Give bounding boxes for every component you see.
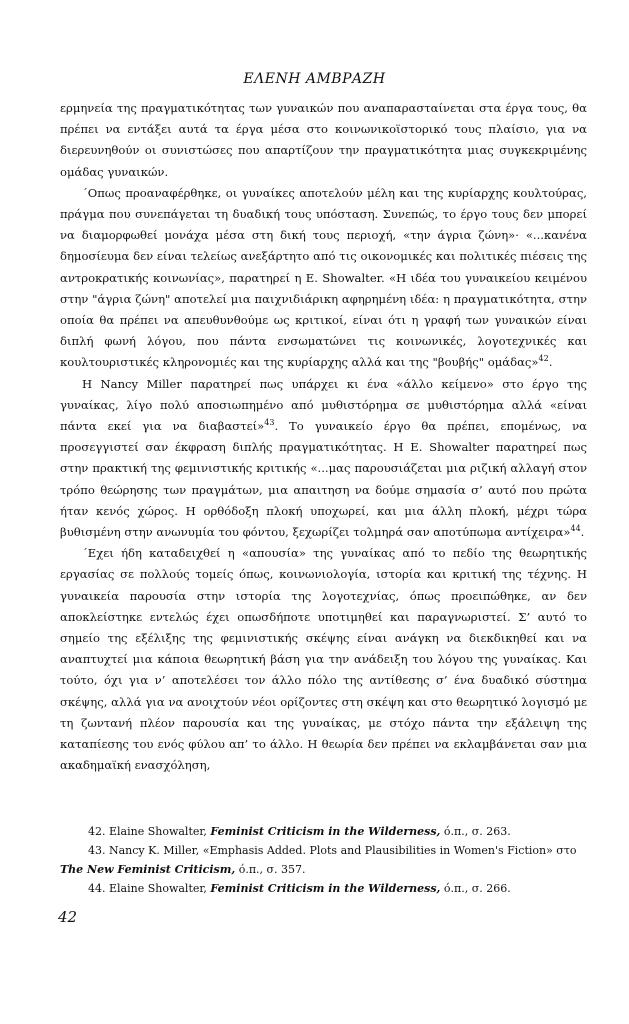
- footnote-42: [60, 822, 587, 841]
- running-header: ΕΛΕΝΗ ΑΜΒΡΑΖΗ: [243, 71, 386, 87]
- footnote-44-ref: ό.π., σ. 266.: [440, 882, 511, 895]
- footnote-42-author: 42. Elaine Showalter,: [88, 825, 211, 838]
- paragraph-2-text: ΄Οπως προαναφέρθηκε, οι γυναίκες αποτελούν μέλη και της κυρίαρχης κουλτούρας, πράγμα που συνεπάγεται τη δυαδική τους υπόσταση. Συνεπώς, το έργο τους δεν μπορεί να διαμορφωθεί μονάχα μέσα στη δική τους περιοχή, «την άγρια ζώνη»· «...κανένα δημοσίευμα δεν είναι τελείως ανεξάρτητο από τις οικονομικές και πολιτικές πιέσεις της αντροκρατικής κοινωνίας», παρατηρεί η E. Showalter. «Η ιδέα του γυναικείου κειμένου στην "άγρια ζώνη" αποτελεί μια παιχνιδιάρικη αφηρημένη ιδέα: η πραγματικότητα, στην οποία θα πρέπει να απευθυνθούμε ως κριτικοί, είναι ότι η γραφή των γυναικών είναι διπλή φωνή λόγου, που πάντα ενσωματώνει τις κοινωνικές, λογοτεχνικές και κουλτουριστικές κληρονομιές και της κυρίαρχης αλλά και της "βουβής" ομάδας»: [60, 185, 587, 370]
- footnote-42-ref: ό.π., σ. 263.: [440, 825, 511, 838]
- paragraph-2: ΄Οπως προαναφέρθηκε, οι γυναίκες αποτελούν μέλη και της κυρίαρχης κουλτούρας, πράγμα που συνεπάγεται τη δυαδική τους υπόσταση. Συνεπώς, το έργο τους δεν μπορεί να διαμορφωθεί μονάχα μέσα στη δική τους περιοχή, «την άγρια ζώνη»· «...κανένα δημοσίευμα δεν είναι τελείως ανεξάρτητο από τις οικονομικές και πολιτικές πιέσεις της αντροκρατικής κοινωνίας», παρατηρεί η E. Showalter. «Η ιδέα του γυναικείου κειμένου στην "άγρια ζώνη" αποτελεί μια παιχνιδιάρικη αφηρημένη ιδέα: η πραγματικότητα, στην οποία θα πρέπει να απευθυνθούμε ως κριτικοί, είναι ότι η γραφή των γυναικών είναι διπλή φωνή λόγου, που πάντα ενσωματώνει τις κοινωνικές, λογοτεχνικές και κουλτουριστικές κληρονομιές και της κυρίαρχης αλλά και της "βουβής" ομάδας»$^{42}$.: [60, 185, 587, 370]
- footnote-44: [60, 879, 587, 898]
- footnotes: [60, 822, 587, 898]
- paragraph-3-text-a: Η Nancy Miller παρατηρεί πως υπάρχει κι ένα «άλλο κείμενο» στο έργο της γυναίκας, λίγο πολύ αποσιωπημένο από μυθιστόρημα σε μυθιστόρημα αλλά «είναι πάντα εκεί για να διαβαστεί»: [60, 376, 587, 434]
- paragraph-3-text-b: . Το γυναικείο έργο θα πρέπει, επομένως, να προσεγγιστεί σαν έκφραση διπλής πραγματικότητας. Η E. Showalter παρατηρεί πως στην πρακτική της φεμινιστικής κριτικής «...μας παρουσιάζεται μια ριζική αλλαγή στον τρόπο θεώρησης των πραγμάτων, μια απαιτηση να δούμε σημασία σ’ αυτό που πρώτα ήταν κενός χώρος. Η ορθόδοξη πλοκή υποχωρεί, και μια άλλη πλοκή, μέχρι τώρα βυθισμένη στην ανωνυμία του φόντου, ξεχωρίζει τολμηρά σαν αποτύπωμα αντίχειρα»: [60, 419, 588, 540]
- footnote-44-author: 44. Elaine Showalter,: [88, 882, 211, 895]
- paragraph-4: ΄Εχει ήδη καταδειχθεί η «απουσία» της γυναίκας από το πεδίο της θεωρητικής εργασίας σε πολλούς τομείς όπως, κοινωνιολογία, ιστορία και κριτική της τέχνης. Η γυναικεία παρουσία στην ιστορία της λογοτεχνίας, όπως προειπώθηκε, αν δεν αποκλείστηκε εντελώς έχει οπωσδήποτε υποτιμηθεί και παραγνωριστεί. Σ’ αυτό το σημείο της εξέλιξης της φεμινιστικής σκέψης είναι ανάγκη να διεκδικηθεί και να αναπτυχτεί μια κάποια θεωρητική βάση για την ανάδειξη του λόγου της γυναίκας. Και τούτο, όχι για ν’ αποτελέσει τον άλλο πόλο της αντίθεσης σ’ ένα δυαδικό σύστημα σκέψης, αλλά για να ανοιχτούν νέοι ορίζοντες στη σκέψη και στο θεωρητικό λογισμό με τη ζωντανή πλέον παρουσία και της γυναίκας, με στόχο πάντα την εξάλειψη της καταπίεσης του ενός φύλου απ’ το άλλο. Η θεωρία δεν πρέπει να εκλαμβάνεται σαν μια ακαδημαϊκή ενασχόληση,: [60, 546, 587, 773]
- footnote-ref-43: 43: [264, 418, 275, 428]
- footnote-44-title: Feminist Criticism in the Wilderness,: [210, 882, 441, 895]
- footnote-43-author: 43. Nancy K. Miller, «Emphasis Added. Plots and Plausibilities in Women's Fiction» στο: [88, 844, 577, 857]
- paragraph-3: [60, 374, 587, 544]
- footnote-43-continued: [60, 860, 587, 879]
- footnote-43-title: The New Feminist Criticism,: [60, 863, 236, 876]
- footnote-43-ref: ό.π., σ. 357.: [235, 863, 306, 876]
- main-text: [60, 98, 587, 777]
- footnote-ref-44: 44: [570, 524, 581, 534]
- footnote-ref-42: 42: [538, 354, 549, 364]
- page-number: 42: [58, 908, 78, 926]
- footnote-43: [60, 841, 587, 860]
- footnote-42-title: Feminist Criticism in the Wilderness,: [210, 825, 441, 838]
- paragraph-3-end: .: [580, 525, 585, 540]
- paragraph-1: ερμηνεία της πραγματικότητας των γυναικών που αναπαρασταίνεται στα έργα τους, θα πρέπει να εντάξει αυτά τα έργα μέσα στο κοινωνικοϊστορικό τους πλαίσιο, για να διερευνηθούν οι συνιστώσες που απαρτίζουν την πραγματικότητα μιας συγκεκριμένης ομάδας γυναικών.: [60, 101, 587, 179]
